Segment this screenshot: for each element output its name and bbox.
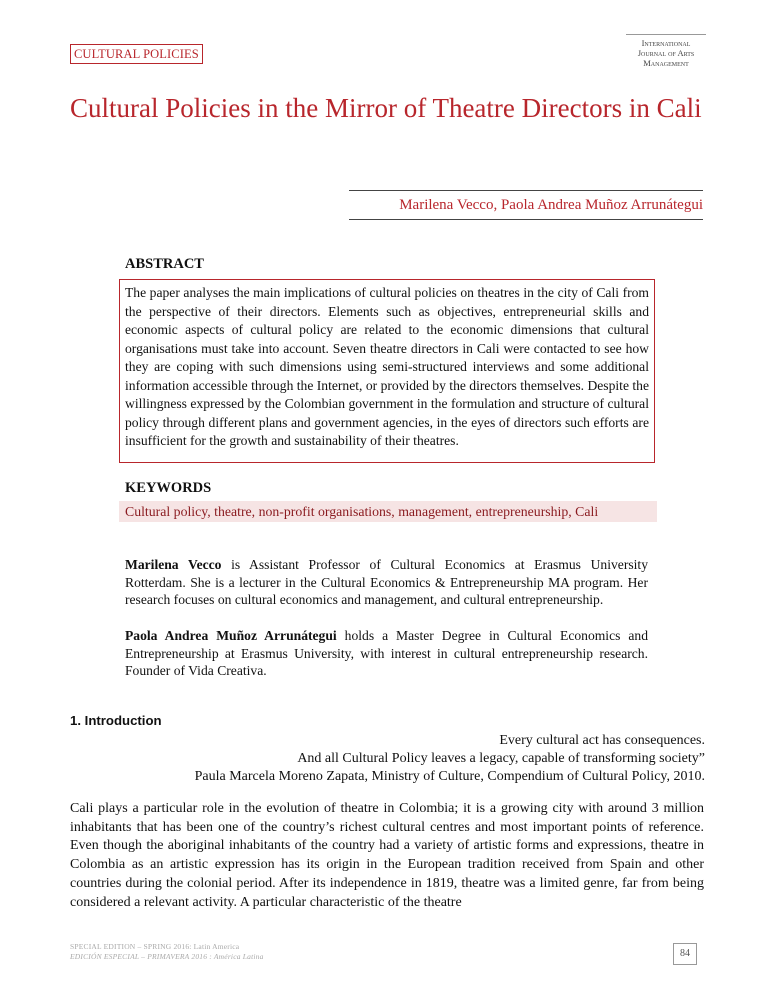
footer-edition-en: SPECIAL EDITION – SPRING 2016: Latin America — [70, 942, 240, 951]
section-heading: 1. Introduction — [70, 713, 162, 728]
journal-logo-line: Journal of Arts — [637, 48, 695, 58]
abstract-text: The paper analyses the main implications of cultural policies on theatres in the city of Cali from the perspective of their directors. Elements such as objectives, entrepreneurial skills and economic aspects of cultural policy are related to the economic dimensions that cultural organisations must take into account. Seven theatre directors in Cali were contacted to see how they are coping with such dimensions using semi-structured interviews and some additional information accessible through the Internet, or provided by the directors themselves. Despite the willingness expressed by the Colombian government in the formulation and structure of cultural policy through different plans and government agencies, in the eyes of directors such efforts are insufficient for the growth and sustainability of their theatres. — [119, 279, 655, 463]
keywords-heading: KEYWORDS — [125, 480, 212, 496]
journal-logo — [626, 34, 706, 68]
epigraph-attribution: Paula Marcela Moreno Zapata, Ministry of Culture, Compendium of Cultural Policy, 2010. — [194, 769, 705, 784]
keywords-text: Cultural policy, theatre, non-profit organisations, management, entrepreneurship, Cali — [119, 501, 657, 522]
footer-edition-es: EDICIÓN ESPECIAL – PRIMAVERA 2016 : América Latina — [70, 952, 264, 961]
page-number: 84 — [673, 943, 697, 965]
article-title: Cultural Policies in the Mirror of Theatre Directors in Cali — [70, 93, 702, 123]
author-bio — [125, 556, 648, 609]
epigraph-line: And all Cultural Policy leaves a legacy, capable of transforming society” — [297, 751, 705, 766]
author-bio-text: holds a Master Degree in Cultural Economics and Entrepreneurship at Erasmus University, with interest in cultural entrepreneurship research. Founder of Vida Creativa. — [125, 628, 648, 679]
journal-logo-line: Management — [643, 58, 689, 68]
section-tag: CULTURAL POLICIES — [70, 44, 203, 64]
abstract-heading: ABSTRACT — [125, 256, 204, 272]
epigraph-line: Every cultural act has consequences. — [499, 733, 705, 748]
author-bio-name: Paola Andrea Muñoz Arrunátegui — [125, 628, 337, 643]
author-bio-text: is Assistant Professor of Cultural Economics at Erasmus University Rotterdam. She is a lecturer in the Cultural Economics & Entrepreneurship MA program. Her research focuses on cultural economics and management, and cultural entrepreneurship. — [125, 557, 648, 608]
footer-edition — [70, 942, 264, 962]
article-authors: Marilena Vecco, Paola Andrea Muñoz Arrunátegui — [349, 190, 703, 220]
body-paragraph: Cali plays a particular role in the evolution of theatre in Colombia; it is a growing city with around 3 million inhabitants that has been one of the country’s richest cultural centres and most important points of reference. Even though the aboriginal inhabitants of the country had a variety of artistic forms and expressions, theatre in Colombia as an artistic expression has its origin in the European tradition received from Spain and other countries during the colonial period. After its independence in 1819, theatre was a limited genre, far from being considered a relevant activity. A particular characteristic of the theatre — [70, 801, 704, 910]
author-bio — [125, 627, 648, 680]
journal-logo-line: International — [641, 38, 691, 48]
author-bio-name: Marilena Vecco — [125, 557, 222, 572]
